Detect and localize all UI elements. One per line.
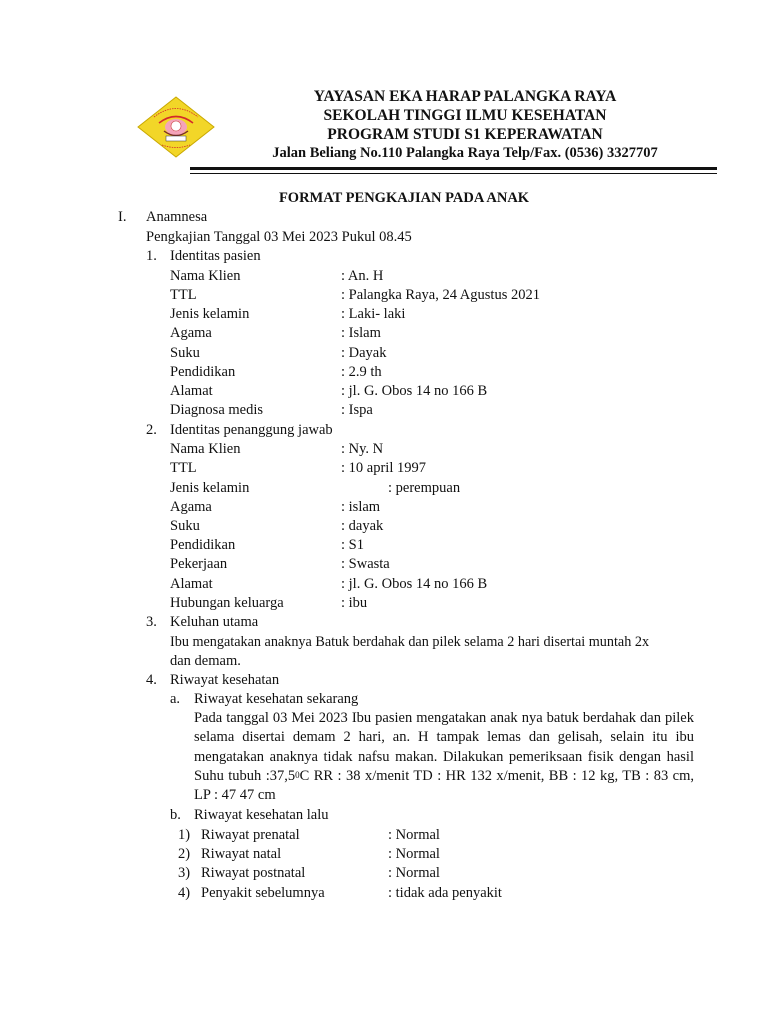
patient-gender-label: Jenis kelamin: [170, 306, 250, 322]
guardian-ethnicity-label: Suku: [170, 518, 200, 534]
subsection-title: Identitas penanggung jawab: [170, 422, 333, 438]
document-title: FORMAT PENGKAJIAN PADA ANAK: [278, 190, 530, 206]
patient-religion-value: : Islam: [341, 325, 381, 341]
header-foundation-name: YAYASAN EKA HARAP PALANGKA RAYA: [313, 88, 617, 105]
patient-name-label: Nama Klien: [170, 268, 241, 284]
prenatal-label: Riwayat prenatal: [201, 827, 300, 843]
assessment-date: Pengkajian Tanggal 03 Mei 2023 Pukul 08.45: [146, 229, 412, 245]
section-title: Anamnesa: [146, 209, 208, 225]
patient-ethnicity-label: Suku: [170, 345, 200, 361]
patient-name-value: : An. H: [341, 268, 384, 284]
subsection-number: 1.: [146, 248, 157, 264]
guardian-address-label: Alamat: [170, 576, 213, 592]
chief-complaint-line1: Ibu mengatakan anaknya Batuk berdahak dan pilek selama 2 hari disertai muntah 2x: [170, 634, 650, 650]
subsection-title: Identitas pasien: [170, 248, 261, 264]
patient-dob-value: : Palangka Raya, 24 Agustus 2021: [341, 287, 540, 303]
header-program-name: PROGRAM STUDI S1 KEPERAWATAN: [327, 126, 603, 143]
subsection-number: 4.: [146, 672, 157, 688]
list-number: 4): [178, 885, 191, 901]
chief-complaint-line2: dan demam.: [170, 653, 241, 669]
patient-address-value: : jl. G. Obos 14 no 166 B: [341, 383, 488, 399]
guardian-religion-label: Agama: [170, 499, 212, 515]
guardian-education-value: : S1: [341, 537, 364, 553]
guardian-dob-value: : 10 april 1997: [341, 460, 426, 476]
postnatal-value: : Normal: [388, 865, 440, 881]
previous-illness-label: Penyakit sebelumnya: [201, 885, 325, 901]
guardian-name-value: : Ny. N: [341, 441, 384, 457]
guardian-gender-label: Jenis kelamin: [170, 480, 250, 496]
header-school-name: SEKOLAH TINGGI ILMU KESEHATAN: [323, 107, 607, 124]
header-address: Jalan Beliang No.110 Palangka Raya Telp/Fax. (0536) 3327707: [272, 145, 658, 161]
guardian-occupation-value: : Swasta: [341, 556, 390, 572]
prenatal-value: : Normal: [388, 827, 440, 843]
postnatal-label: Riwayat postnatal: [201, 865, 306, 881]
degree-superscript: 0: [295, 769, 300, 780]
institution-logo: [137, 96, 215, 158]
subsection-title: Keluhan utama: [170, 614, 259, 630]
list-number: 1): [178, 827, 191, 843]
past-history-title: Riwayat kesehatan lalu: [194, 807, 329, 823]
list-number: 2): [178, 846, 191, 862]
guardian-religion-value: : islam: [341, 499, 381, 515]
guardian-dob-label: TTL: [170, 460, 197, 476]
guardian-occupation-label: Pekerjaan: [170, 556, 228, 572]
subsection-number: 2.: [146, 422, 157, 438]
guardian-relation-value: : ibu: [341, 595, 368, 611]
patient-education-value: : 2.9 th: [341, 364, 382, 380]
header-divider-thin: [190, 173, 717, 174]
item-letter: a.: [170, 691, 181, 707]
natal-label: Riwayat natal: [201, 846, 282, 862]
current-history-text-part2: C RR : 38 x/menit TD : HR 132 x/menit, BB : 12 kg, TB : 83 cm, LP : 47 47 cm: [194, 767, 695, 804]
item-letter: b.: [170, 807, 181, 823]
guardian-address-value: : jl. G. Obos 14 no 166 B: [341, 576, 488, 592]
guardian-education-label: Pendidikan: [170, 537, 236, 553]
guardian-relation-label: Hubungan keluarga: [170, 595, 284, 611]
patient-ethnicity-value: : Dayak: [341, 345, 387, 361]
patient-education-label: Pendidikan: [170, 364, 236, 380]
patient-diagnosis-value: : Ispa: [341, 402, 373, 418]
section-number: I.: [118, 209, 127, 225]
patient-religion-label: Agama: [170, 325, 212, 341]
subsection-title: Riwayat kesehatan: [170, 672, 280, 688]
current-history-text-part1: Pada tanggal 03 Mei 2023 Ibu pasien mengatakan anak nya batuk berdahak dan pilek selama disertai demam 2 hari, an. H tampak lemas dan gelisah, selain itu ibu mengatakan anaknya tidak nafsu makan. Dilakukan pemeriksaan fisik dengan hasil Suhu tubuh :37,5: [194, 710, 694, 784]
list-number: 3): [178, 865, 191, 881]
subsection-number: 3.: [146, 614, 157, 630]
patient-diagnosis-label: Diagnosa medis: [170, 402, 264, 418]
guardian-ethnicity-value: : dayak: [341, 518, 384, 534]
header-divider-thick: [190, 167, 717, 170]
current-history-title: Riwayat kesehatan sekarang: [194, 691, 359, 707]
previous-illness-value: : tidak ada penyakit: [388, 885, 502, 901]
guardian-gender-value: : perempuan: [388, 480, 461, 496]
patient-gender-value: : Laki- laki: [341, 306, 406, 322]
current-history-text: [194, 709, 694, 805]
patient-address-label: Alamat: [170, 383, 213, 399]
guardian-name-label: Nama Klien: [170, 441, 241, 457]
patient-dob-label: TTL: [170, 287, 197, 303]
natal-value: : Normal: [388, 846, 440, 862]
